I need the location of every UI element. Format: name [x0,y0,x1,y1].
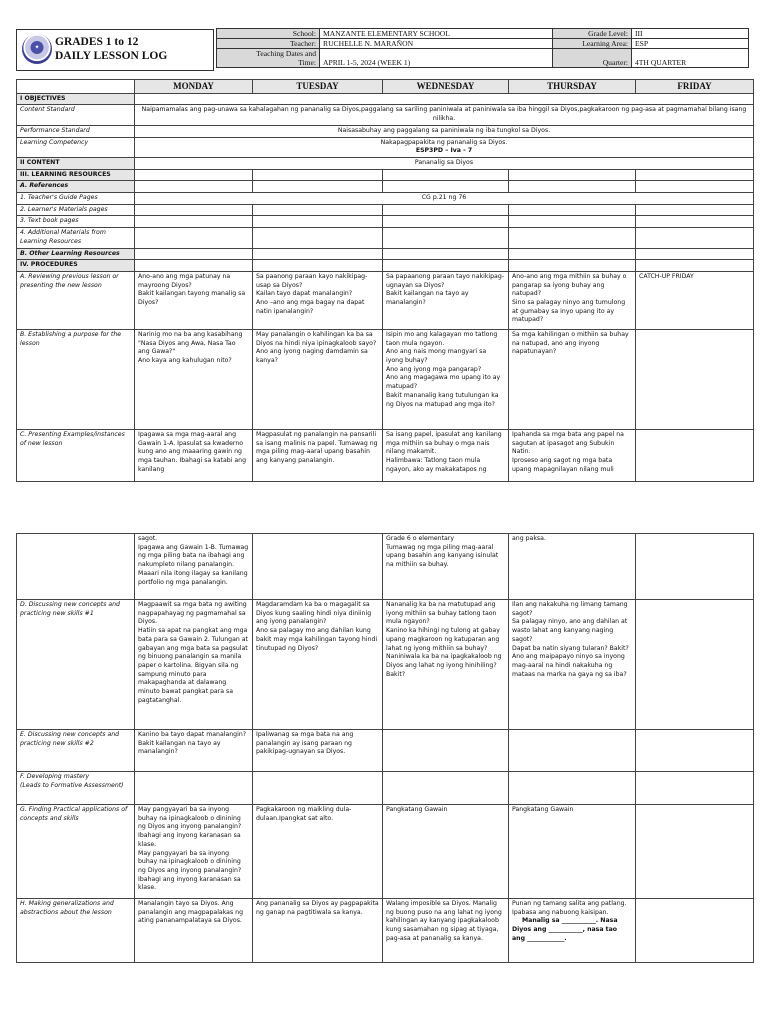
competency-code: ESP3PD – Iva - 7 [415,147,473,155]
teachers-guide-label: 1. Teacher's Guide Pages [17,193,135,205]
thursday-cell: Sa mga kahilingan o mithiin sa buhay na natupad, ano ang inyong napatunayan? [509,329,636,429]
form-title [55,35,167,63]
thursday-cell: ang paksa. [509,534,636,600]
procedure-row-h [17,899,754,963]
school-value: MANZANTE ELEMENTARY SCHOOL [320,29,553,39]
procedure-row-d [17,600,754,730]
thursday-cell [509,730,636,772]
day-wednesday: WEDNESDAY [383,80,509,94]
learning-area-value: ESP [632,39,749,49]
empty-cell [509,204,636,216]
teacher-label: Teacher: [217,39,320,49]
content-heading: II CONTENT [17,157,135,169]
empty-cell [636,169,754,181]
wednesday-cell: Nananalig ka ba na matutupad ang iyong mithiin sa buhay tatlong taon mula ngayon? Kanino ka hihingi ng tulong at gabay upang magkaroon ng katuparan ang lahat ng iyong mithiin sa buhay? Naniniwala ka ba na ipagkakaloob ng Diyos ang lahat ng iyong hinihiling? Bakit? [383,600,509,730]
content-standard-value: Naipamamalas ang pag-unawa sa kahalagahan ng pananalig sa Diyos,paggalang sa sariling paniniwala at paniniwala sa iba hinggil sa Diyos,pagkakaroon ng pag-asa at pagmamahal bilang isang nilikha. [135,105,754,125]
empty-cell [383,181,509,193]
tuesday-cell: Sa paanong paraan kayo nakikipag-usap sa Diyos? Kailan tayo dapat manalangin? Ano –ano ang mga bagay na dapat natin ipanalangin? [253,271,383,329]
tuesday-cell: Magdaramdam ka ba o magagalit sa Diyos kung saaling hindi niya diniinig ang iyong panalangin? Ano sa palagay mo ang dahilan kung bakit may mga kahilingan tayong hindi tinutupad ng Diyos? [253,600,383,730]
procedure-label: B. Establishing a purpose for the lesson [17,329,135,429]
procedures-heading: IV. PROCEDURES [17,260,135,272]
objectives-empty [135,93,754,105]
day-friday: FRIDAY [636,80,754,94]
procedure-row-f [17,772,754,805]
tuesday-cell [253,772,383,805]
empty-cell [135,181,253,193]
procedure-row-c [17,429,754,481]
textbook-label: 3. Text book pages [17,216,135,228]
empty-cell [509,181,636,193]
grade-level-label: Grade Level: [553,29,632,39]
procedure-row-e [17,730,754,772]
empty-cell [135,228,253,248]
competency-label: Learning Competency [17,137,135,157]
quarter-value: 4TH QUARTER [632,49,749,68]
empty-cell [253,228,383,248]
empty-cell [383,248,509,260]
content-standard-label: Content Standard [17,105,135,125]
friday-cell [636,534,754,600]
procedure-label: E. Discussing new concepts and practicing new skills #2 [17,730,135,772]
wednesday-cell: Pangkatang Gawain [383,805,509,899]
school-label: School: [217,29,320,39]
monday-cell: sagot. Ipagawa ang Gawain 1-B. Tumawag ng mga piling bata na ibahagi ang nakumpleto nilang panalangin. Maaari nila itong ilagay sa kanilang portfolio ng mga panalangin. [135,534,253,600]
lesson-log-table-continued [16,533,754,963]
tuesday-cell: Ang pananalig sa Diyos ay pagpapakita ng ganap na pagtitiwala sa kanya. [253,899,383,963]
procedure-label: F. Developing mastery (Leads to Formative Assessment) [17,772,135,805]
friday-cell [636,899,754,963]
wednesday-cell: Sa papaanong paraan tayo nakikipag-ugnayan sa Diyos? Bakit kailangan na tayo ay manalangin? [383,271,509,329]
monday-cell: Magpaawit sa mga bata ng awiting nagpapahayag ng pagmamahal sa Diyos. Hatiin sa apat na pangkat ang mga bata para sa Gawain 2. Tulungan at gabayan ang mga bata sa pagsulat ng binuong panalangin sa manila paper o kartolina. Bigyan sila ng sampung minuto para makapaghanda at dalawang minuto bawat pangkat para sa pagtatanghal. [135,600,253,730]
tuesday-cell [253,534,383,600]
monday-cell: May pangyayari ba sa inyong buhay na ipinagkaloob o dinining ng Diyos ang inyong panalangin? Ibahagi ang inyong karanasan sa klase. May pangyayari ba sa inyong buhay na ipinagkaloob o dinining ng Diyos ang inyong panalangin? Ibahagi ang inyong karanasan sa klase. [135,805,253,899]
title-line-2: DAILY LESSON LOG [55,50,168,62]
empty-cell [636,204,754,216]
empty-cell [383,204,509,216]
procedure-label: G. Finding Practical applications of concepts and skills [17,805,135,899]
thursday-cell: Ilan ang nakakuha ng limang tamang sagot? Sa palagay ninyo, ano ang dahilan at wasto lahat ang kanyang naging sagot? Dapat ba natin siyang tularan? Bakit? Ano ang maipapayo ninyo sa inyong mag-aaral na hindi nakakuha ng mataas na marka na gaya ng sa iba? [509,600,636,730]
empty-cell [509,260,636,272]
tuesday-cell: Pagkakaroon ng maikling dula-dulaan.Ipangkat sat alto. [253,805,383,899]
lesson-log-table [16,79,754,482]
empty-cell [135,169,253,181]
thursday-cell [509,899,636,963]
performance-standard-value: Naisasabuhay ang paggalang sa paniniwala ng iba tungkol sa Diyos. [135,125,754,137]
day-tuesday: TUESDAY [253,80,383,94]
references-label: A. References [17,181,135,193]
deped-seal-icon: ✦ [22,34,52,64]
fill-in-line-1: Manalig sa ___________. Nasa [522,917,618,925]
empty-cell [253,248,383,260]
empty-cell [253,204,383,216]
empty-cell [383,260,509,272]
quarter-label: Quarter: [553,49,632,68]
wednesday-cell [383,772,509,805]
friday-cell [636,805,754,899]
procedure-row-c-continued [17,534,754,600]
friday-cell [636,429,754,481]
dates-label-line1: Teaching Dates and [256,49,316,58]
empty-cell [253,260,383,272]
procedure-label [17,534,135,600]
teaching-dates-value: APRIL 1-5, 2024 (WEEK 1) [320,49,553,68]
grade-level-value: III [632,29,749,39]
fill-in-line-2: Diyos ang ___________, nasa tao [512,926,618,934]
content-value: Pananalig sa Diyos [135,157,754,169]
lesson-log-header [16,28,754,72]
additional-materials-label: 4. Additional Materials from Learning Resources [17,228,135,248]
learning-area-label: Learning Area: [553,39,632,49]
performance-standard-label: Performance Standard [17,125,135,137]
tuesday-cell: May panalangin o kahilingan ka ba sa Diyos na hindi niya ipinagkaloob sayo? Ano ang iyong naging damdamin sa kanya? [253,329,383,429]
monday-cell: Ipagawa sa mga mag-aaral ang Gawain 1-A. Ipasulat sa kwaderno kung ano ang maaaring gawin ng mga tauhan. Ibahagi sa katabi ang kanilang [135,429,253,481]
empty-cell [135,248,253,260]
wednesday-cell: Sa isang papel, ipasulat ang kanilang mga mithiin sa buhay o mga nais nilang makamit. Halimbawa: Tatlong taon mula ngayon, ako ay makakatapos ng [383,429,509,481]
thursday-cell: Ano-ano ang mga mithiin sa buhay o pangarap sa iyong buhay ang natupad? Sino sa palagay ninyo ang tumulong at gumabay sa inyo upang ito ay matupad? [509,271,636,329]
title-line-1: GRADES 1 to 12 [55,36,139,48]
teachers-guide-value: CG p.21 ng 76 [135,193,754,205]
friday-cell [636,600,754,730]
day-monday: MONDAY [135,80,253,94]
monday-cell: Kanino ba tayo dapat manalangin? Bakit kailangan na tayo ay manalangin? [135,730,253,772]
procedure-row-a [17,271,754,329]
empty-cell [253,169,383,181]
thursday-cell: Pangkatang Gawain [509,805,636,899]
learners-materials-label: 2. Learner's Materials pages [17,204,135,216]
empty-cell [636,228,754,248]
procedure-row-g [17,805,754,899]
empty-cell [509,248,636,260]
empty-cell [509,228,636,248]
empty-cell [636,248,754,260]
wednesday-cell: Walang imposible sa Diyos. Manalig ng buong puso na ang lahat ng iyong kahilingan ay kanyang ipagkakaloob kung sasamahan ng sipag at tiyaga, pag-asa at pananalig sa kanya. [383,899,509,963]
procedure-label: C. Presenting Examples/instances of new lesson [17,429,135,481]
day-thursday: THURSDAY [509,80,636,94]
empty-cell [383,216,509,228]
competency-text: Nakapagpapakita ng pananalig sa Diyos. [380,138,508,146]
fill-in-instructions: Punan ng tamang salita ang patlang. Ipabasa ang nabuong kaisipan. [512,900,627,916]
procedure-label: A. Reviewing previous lesson or presenting the new lesson [17,271,135,329]
empty-cell [636,260,754,272]
monday-cell: Narinig mo na ba ang kasabihang "Nasa Diyos ang Awa, Nasa Tao ang Gawa?" Ano kaya ang kahulugan nito? [135,329,253,429]
empty-cell [636,181,754,193]
teacher-value: RUCHELLE N. MARAÑON [320,39,553,49]
monday-cell: Manalangin tayo sa Diyos. Ang panalangin ang magpapalakas ng ating pananampalataya sa Diyos. [135,899,253,963]
corner-cell [17,80,135,94]
logo-title-cell [16,29,214,71]
friday-cell [636,329,754,429]
tuesday-cell: Magpasulat ng panalangin na pansarili sa isang malinis na papel. Tumawag ng mga piling mag-aaral upang basahin ang kanyang panalangin. [253,429,383,481]
empty-cell [135,216,253,228]
empty-cell [383,228,509,248]
competency-value [135,137,754,157]
empty-cell [253,216,383,228]
friday-cell [636,730,754,772]
procedure-row-b [17,329,754,429]
days-header-row [17,80,754,94]
empty-cell [253,181,383,193]
header-info-table [216,28,749,68]
resources-heading: III. LEARNING RESOURCES [17,169,135,181]
monday-cell [135,772,253,805]
other-resources-label: B. Other Learning Resources [17,248,135,260]
empty-cell [636,216,754,228]
thursday-cell: Ipahanda sa mga bata ang papel na sagutan at ipasagot ang Subukin Natin. Iproseso ang sagot ng mga bata upang mapagnilayan nilang muli [509,429,636,481]
monday-cell: Ano-ano ang mga patunay na mayroong Diyos? Bakit kailangan tayong manalig sa Diyos? [135,271,253,329]
empty-cell [383,169,509,181]
wednesday-cell [383,730,509,772]
friday-cell [636,772,754,805]
empty-cell [135,260,253,272]
procedure-label: D. Discussing new concepts and practicing new skills #1 [17,600,135,730]
tuesday-cell: Ipaliwanag sa mga bata na ang panalangin ay isang paraan ng pakikipag-ugnayan sa Diyos. [253,730,383,772]
friday-cell: CATCH-UP FRIDAY [636,271,754,329]
objectives-heading: I OBJECTIVES [17,93,135,105]
dates-label-line2: Time: [298,58,316,67]
wednesday-cell: Grade 6 o elementary Tumawag ng mga piling mag-aaral upang basahin ang kanyang isinulat na mithiin sa buhay. [383,534,509,600]
empty-cell [509,169,636,181]
procedure-label: H. Making generalizations and abstractions about the lesson [17,899,135,963]
thursday-cell [509,772,636,805]
teaching-dates-label [217,49,320,68]
fill-in-line-3: ang ____________. [512,934,567,942]
wednesday-cell: Isipin mo ang kalagayan mo tatlong taon mula ngayon. Ano ang nais mong mangyari sa iyong buhay? Ano ang iyong mga pangarap? Ano ang magagawa mo upang ito ay matupad? Bakit mananalig kang tutulungan ka ng Diyos na matupad ang mga ito? [383,329,509,429]
empty-cell [509,216,636,228]
empty-cell [135,204,253,216]
